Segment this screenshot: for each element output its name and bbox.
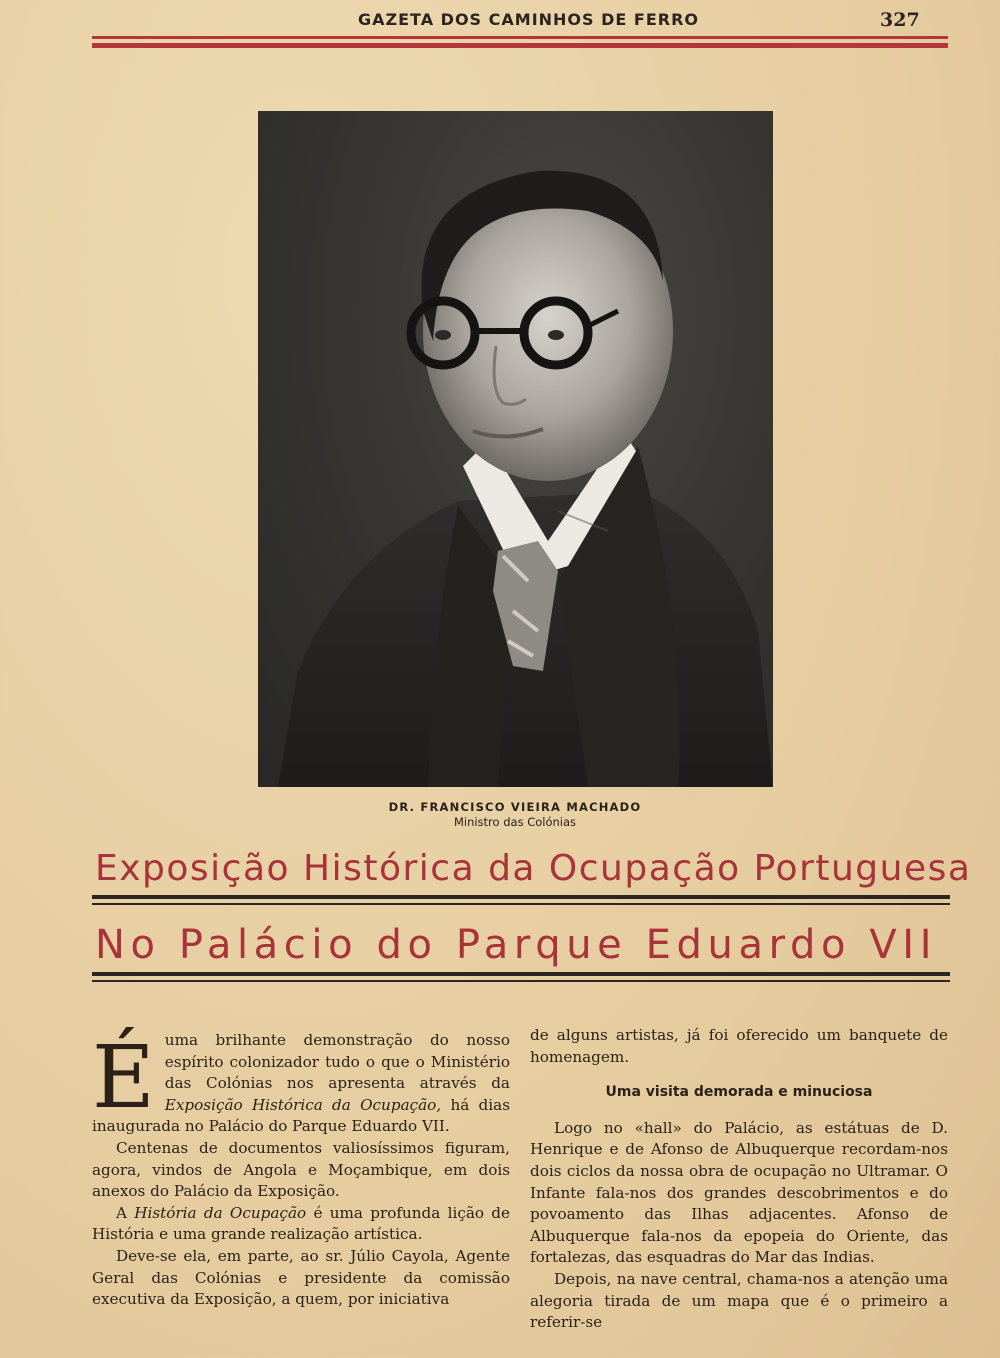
headline-line-1: Exposição Histórica da Ocupação Portuguesa — [95, 848, 972, 889]
page-number: 327 — [880, 9, 920, 31]
paragraph: Centenas de documentos valiosíssimos figuram, agora, vindos de Angola e Moçambique, em dois anexos do Palácio da Exposição. — [92, 1138, 510, 1201]
paragraph — [92, 1203, 510, 1246]
header-rule-thick — [92, 43, 948, 48]
caption-role: Ministro das Colónias — [453, 815, 577, 829]
section-subheading: Uma visita demorada e minuciosa — [605, 1084, 873, 1101]
paragraph-text: A — [116, 1203, 135, 1222]
article-column-left — [92, 1030, 510, 1311]
paragraph: de alguns artistas, já foi oferecido um banquete de homenagem. — [530, 1026, 948, 1066]
portrait-illustration — [258, 111, 773, 787]
header-title: GAZETA DOS CAMINHOS DE FERRO — [358, 10, 700, 29]
headline-rule-2-thin — [92, 980, 950, 982]
headline-line-2: No Palácio do Parque Eduardo VII — [95, 922, 938, 968]
paragraph-text: há dias inaugurada no Palácio do Parque Eduardo VII. — [92, 1095, 510, 1136]
drop-cap: É — [92, 1028, 155, 1128]
paragraph-text: uma brilhante demonstração do nosso espírito colonizador tudo o que o Ministério das Colónias nos apresenta através da — [164, 1031, 510, 1093]
paragraph: Depois, na nave central, chama-nos a atenção uma alegoria tirada de um mapa que é o primeiro a referir-se — [530, 1269, 948, 1332]
headline-rule-1-thin — [92, 903, 950, 905]
paragraph: Logo no «hall» do Palácio, as estátuas de D. Henrique e de Afonso de Albuquerque recordam-nos dois ciclos da nossa obra de ocupação no Ultramar. O Infante fala-nos dos grandes descobrimentos e do povoamento das Ilhas adjacentes. Afonso de Albuquerque fala-nos da epopeia do Oriente, das fortalezas, das esquadras do Mar das Indias. — [530, 1118, 948, 1267]
portrait-photo — [258, 111, 773, 787]
emphasis-text: Exposição Histórica da Ocupação, — [164, 1095, 442, 1114]
paragraph-text: é uma profunda lição de História e uma grande realização artística. — [92, 1203, 511, 1244]
header-rule-thin — [92, 36, 948, 39]
headline-rule-1-thick — [92, 895, 950, 899]
caption-name: DR. FRANCISCO VIEIRA MACHADO — [388, 800, 642, 814]
headline-rule-2-thick — [92, 972, 950, 976]
paragraph: Deve-se ela, em parte, ao sr. Júlio Cayola, Agente Geral das Colónias e presidente da comissão executiva da Exposição, a quem, por iniciativa — [92, 1246, 510, 1309]
article-column-right — [530, 1025, 948, 1334]
emphasis-text: História da Ocupação — [134, 1203, 307, 1222]
paragraph — [92, 1030, 510, 1138]
